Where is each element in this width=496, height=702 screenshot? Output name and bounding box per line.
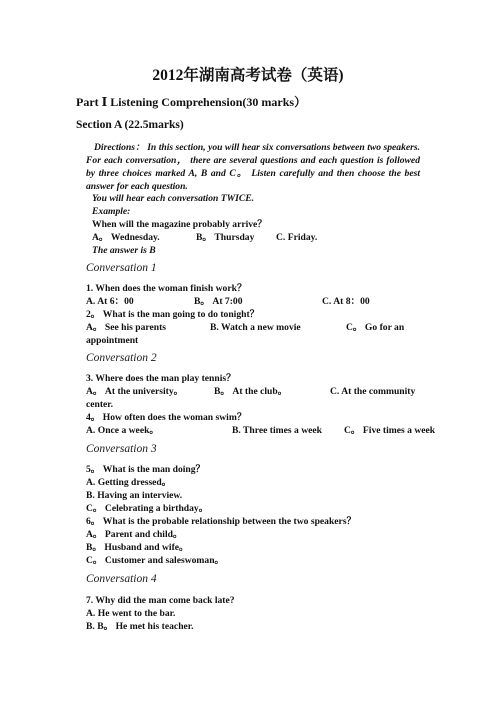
option-b: B。 At the club。: [214, 386, 288, 397]
option-c: C. At 8：00: [322, 296, 370, 307]
question-4: 4。 How often does the woman swim？: [86, 412, 247, 423]
example-answer: The answer is B: [92, 245, 156, 256]
conversation-4-heading: Conversation 4: [86, 573, 157, 585]
directions-paragraph: [86, 141, 420, 193]
question-6: 6。 What is the probable relationship between the two speakers？: [86, 516, 357, 527]
hear-twice-note: You will hear each conversation TWICE.: [92, 193, 255, 204]
option-b: B. Three times a week: [232, 425, 322, 436]
example-label: Example:: [92, 206, 131, 217]
question-3: 3. Where does the man play tennis？: [86, 373, 236, 384]
directions-label: Directions：: [94, 142, 145, 153]
question-5-option-c: C。 Celebrating a birthday。: [86, 503, 209, 514]
example-option-c: C. Friday.: [276, 232, 318, 243]
option-c-continued: appointment: [86, 335, 139, 346]
section-heading: Section A (22.5marks): [76, 119, 184, 131]
question-2: 2。 What is the man going to do tonight？: [86, 309, 260, 320]
question-7: 7. Why did the man come back late?: [86, 595, 235, 606]
question-7-option-a: A. He went to the bar.: [86, 608, 176, 619]
option-a: A. At 6：00: [86, 296, 134, 307]
option-a: A. Once a week。: [86, 425, 160, 436]
question-6-option-b: B。 Husband and wife。: [86, 542, 189, 553]
conversation-2-heading: Conversation 2: [86, 352, 157, 364]
option-a: A。 At the university。: [86, 386, 184, 397]
option-a: A。 See his parents: [86, 322, 167, 333]
option-c: C。 Go for an: [346, 322, 405, 333]
option-b: B. Watch a new movie: [210, 322, 301, 333]
question-6-option-c: C。 Customer and saleswoman。: [86, 555, 225, 566]
option-c: C. At the community: [330, 386, 416, 397]
option-c-continued: center.: [86, 399, 114, 410]
example-question: When will the magazine probably arrive？: [92, 219, 267, 230]
question-5: 5。 What is the man doing？: [86, 464, 206, 475]
option-b: B。 At 7:00: [194, 296, 243, 307]
question-1: 1. When does the woman finish work？: [86, 283, 247, 294]
question-5-option-b: B. Having an interview.: [86, 490, 183, 501]
directions-text: In this section, you will hear six conversations between two speakers. For each conversation， there are several questions and each question is followed by three choices marked A, B and C。 Listen carefully and then choose the best answer for each question.: [86, 142, 420, 192]
question-7-option-b: B. B。 He met his teacher.: [86, 621, 194, 632]
question-5-option-a: A. Getting dressed。: [86, 477, 172, 488]
part-heading: Part Ⅰ Listening Comprehension(30 marks）: [76, 95, 307, 109]
page-title: 2012年湖南高考试卷（英语): [152, 67, 344, 84]
example-option-b: B。 Thursday: [196, 232, 255, 243]
conversation-1-heading: Conversation 1: [86, 262, 157, 274]
option-c: C。 Five times a week: [344, 425, 436, 436]
conversation-3-heading: Conversation 3: [86, 443, 157, 455]
example-option-a: A。 Wednesday.: [92, 232, 160, 243]
question-6-option-a: A。 Parent and child。: [86, 529, 183, 540]
